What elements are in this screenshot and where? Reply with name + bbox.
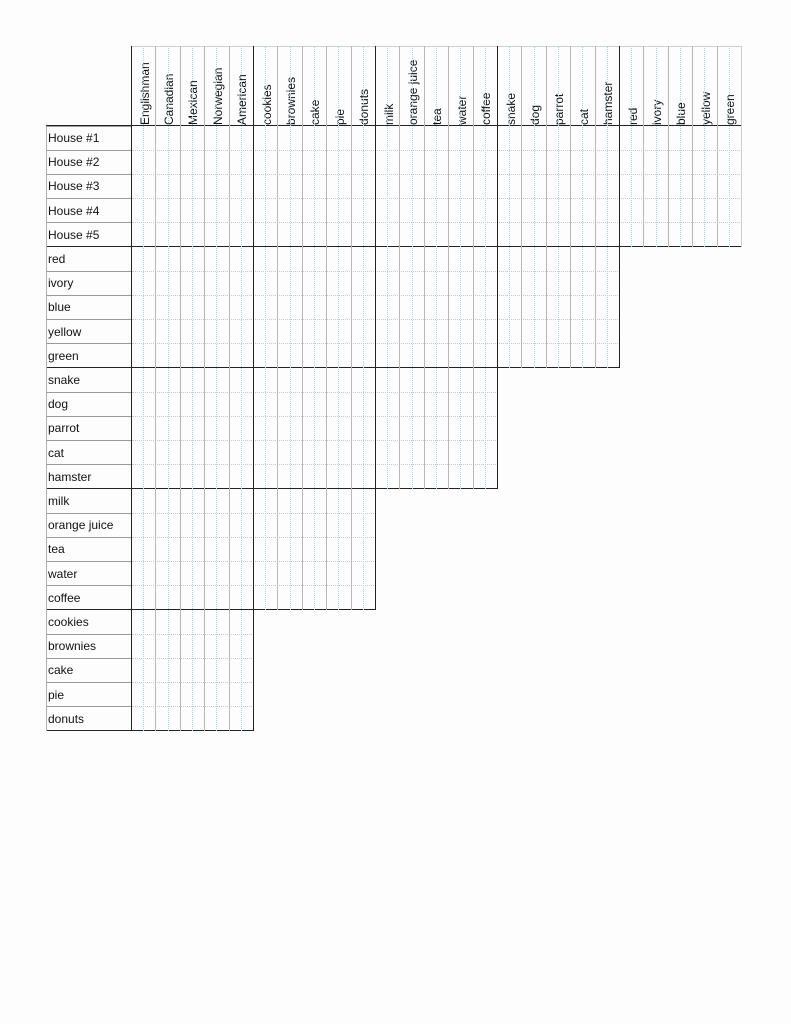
group-divider-line — [46, 609, 254, 610]
row-divider-line — [46, 537, 132, 538]
row-label-dessert-1: cookies — [48, 615, 89, 629]
label-column-left-line — [46, 126, 47, 731]
column-divider-line — [277, 46, 278, 610]
column-label-nationality-2: Canadian — [161, 73, 176, 125]
row-label-drink-2: orange juice — [48, 518, 114, 533]
row-divider-line — [46, 682, 132, 683]
row-label-drink-1: milk — [48, 494, 70, 508]
column-divider-line — [424, 46, 425, 489]
row-divider-line — [46, 706, 132, 707]
column-label-color-5: green — [723, 94, 738, 125]
column-guide-line — [265, 46, 266, 610]
staircase-edge-line — [375, 489, 376, 610]
row-divider-line — [46, 222, 132, 223]
row-label-color-2: ivory — [48, 276, 74, 291]
column-guide-line — [656, 46, 657, 247]
row-label-color-5: green — [48, 348, 79, 363]
column-label-pet-2: dog — [527, 104, 542, 125]
row-label-house-3: House #3 — [48, 179, 100, 194]
column-label-nationality-3: Mexican — [186, 80, 201, 125]
column-divider-line — [546, 46, 547, 368]
column-guide-line — [607, 46, 608, 368]
column-guide-line — [631, 46, 632, 247]
column-divider-line — [180, 46, 181, 731]
column-label-pet-4: cat — [576, 108, 591, 125]
column-divider-line — [229, 46, 230, 731]
column-label-dessert-5: donuts — [357, 88, 372, 125]
row-label-pet-1: snake — [48, 373, 81, 387]
grid-right-edge-line — [741, 46, 742, 247]
row-divider-line — [46, 513, 132, 514]
row-divider-line — [46, 174, 132, 175]
row-divider-line — [46, 561, 132, 562]
group-divider-line — [375, 46, 376, 489]
row-divider-line — [46, 343, 132, 344]
group-divider-line — [131, 46, 132, 731]
column-label-drink-2: orange juice — [405, 59, 420, 125]
column-guide-line — [241, 46, 242, 731]
row-label-house-2: House #2 — [48, 155, 100, 170]
row-divider-line — [46, 392, 132, 393]
row-divider-line — [46, 658, 132, 659]
column-guide-line — [485, 46, 486, 489]
column-divider-line — [521, 46, 522, 368]
column-divider-line — [448, 46, 449, 489]
group-divider-line — [46, 367, 498, 368]
column-guide-line — [314, 46, 315, 610]
column-guide-line — [680, 46, 681, 247]
column-label-pet-1: snake — [503, 92, 518, 125]
column-guide-line — [534, 46, 535, 368]
column-divider-line — [351, 46, 352, 610]
column-divider-line — [692, 46, 693, 247]
column-divider-line — [643, 46, 644, 247]
column-divider-line — [204, 46, 205, 731]
column-divider-line — [595, 46, 596, 368]
column-label-dessert-2: brownies — [283, 76, 298, 125]
column-guide-line — [704, 46, 705, 247]
column-divider-line — [717, 46, 718, 247]
column-label-color-3: blue — [674, 102, 689, 125]
row-divider-line — [46, 319, 132, 320]
row-label-drink-5: coffee — [48, 590, 81, 605]
column-divider-line — [399, 46, 400, 489]
column-label-nationality-5: American — [235, 74, 250, 125]
row-divider-line — [46, 150, 132, 151]
row-label-color-3: blue — [48, 300, 71, 315]
column-label-nationality-1: Englishman — [137, 62, 152, 125]
column-divider-line — [326, 46, 327, 610]
column-label-drink-5: coffee — [479, 92, 494, 125]
staircase-edge-line — [253, 610, 254, 731]
column-label-color-2: ivory — [649, 99, 664, 125]
column-label-dessert-4: pie — [332, 108, 347, 125]
row-divider-line — [46, 440, 132, 441]
column-divider-line — [570, 46, 571, 368]
row-divider-line — [46, 416, 132, 417]
group-divider-line — [253, 46, 254, 610]
row-divider-line — [46, 634, 132, 635]
column-guide-line — [363, 46, 364, 610]
column-guide-line — [582, 46, 583, 368]
column-divider-line — [302, 46, 303, 610]
column-guide-line — [387, 46, 388, 489]
row-divider-line — [46, 198, 132, 199]
column-guide-line — [143, 46, 144, 731]
column-divider-line — [155, 46, 156, 731]
row-divider-line — [46, 585, 132, 586]
row-label-house-1: House #1 — [48, 131, 100, 145]
row-label-pet-5: hamster — [48, 469, 92, 484]
column-guide-line — [168, 46, 169, 731]
row-label-pet-3: parrot — [48, 421, 80, 436]
column-guide-line — [436, 46, 437, 489]
group-divider-line — [497, 46, 498, 368]
column-guide-line — [558, 46, 559, 368]
row-label-house-5: House #5 — [48, 227, 100, 242]
group-divider-line — [46, 125, 742, 126]
row-label-drink-3: tea — [48, 542, 65, 557]
column-guide-line — [290, 46, 291, 610]
row-label-drink-4: water — [48, 566, 78, 581]
column-label-dessert-1: cookies — [259, 84, 274, 125]
column-label-color-1: red — [625, 107, 640, 125]
column-label-drink-4: water — [454, 95, 469, 125]
column-guide-line — [729, 46, 730, 247]
column-divider-line — [668, 46, 669, 247]
column-label-pet-3: parrot — [552, 93, 567, 125]
staircase-edge-line — [619, 247, 620, 368]
column-guide-line — [460, 46, 461, 489]
column-guide-line — [192, 46, 193, 731]
group-divider-line — [46, 730, 254, 731]
row-divider-line — [46, 295, 132, 296]
column-label-pet-5: hamster — [601, 81, 616, 125]
column-guide-line — [338, 46, 339, 610]
row-label-pet-4: cat — [48, 445, 65, 460]
column-label-drink-1: milk — [381, 103, 396, 125]
column-guide-line — [509, 46, 510, 368]
group-divider-line — [619, 46, 620, 247]
row-label-dessert-5: donuts — [48, 711, 85, 726]
row-label-house-4: House #4 — [48, 203, 100, 218]
staircase-edge-line — [497, 368, 498, 489]
row-label-dessert-2: brownies — [48, 639, 97, 654]
column-guide-line — [412, 46, 413, 489]
column-label-nationality-4: Norwegian — [210, 67, 225, 125]
column-label-dessert-3: cake — [308, 99, 323, 125]
row-label-pet-2: dog — [48, 397, 69, 412]
row-label-dessert-4: pie — [48, 687, 65, 702]
column-label-drink-3: tea — [430, 108, 445, 125]
row-divider-line — [46, 271, 132, 272]
row-label-dessert-3: cake — [48, 663, 74, 678]
column-label-color-4: yellow — [698, 91, 713, 125]
column-guide-line — [216, 46, 217, 731]
row-label-color-4: yellow — [48, 324, 82, 339]
row-divider-line — [46, 464, 132, 465]
row-label-color-1: red — [48, 252, 66, 266]
column-divider-line — [473, 46, 474, 489]
